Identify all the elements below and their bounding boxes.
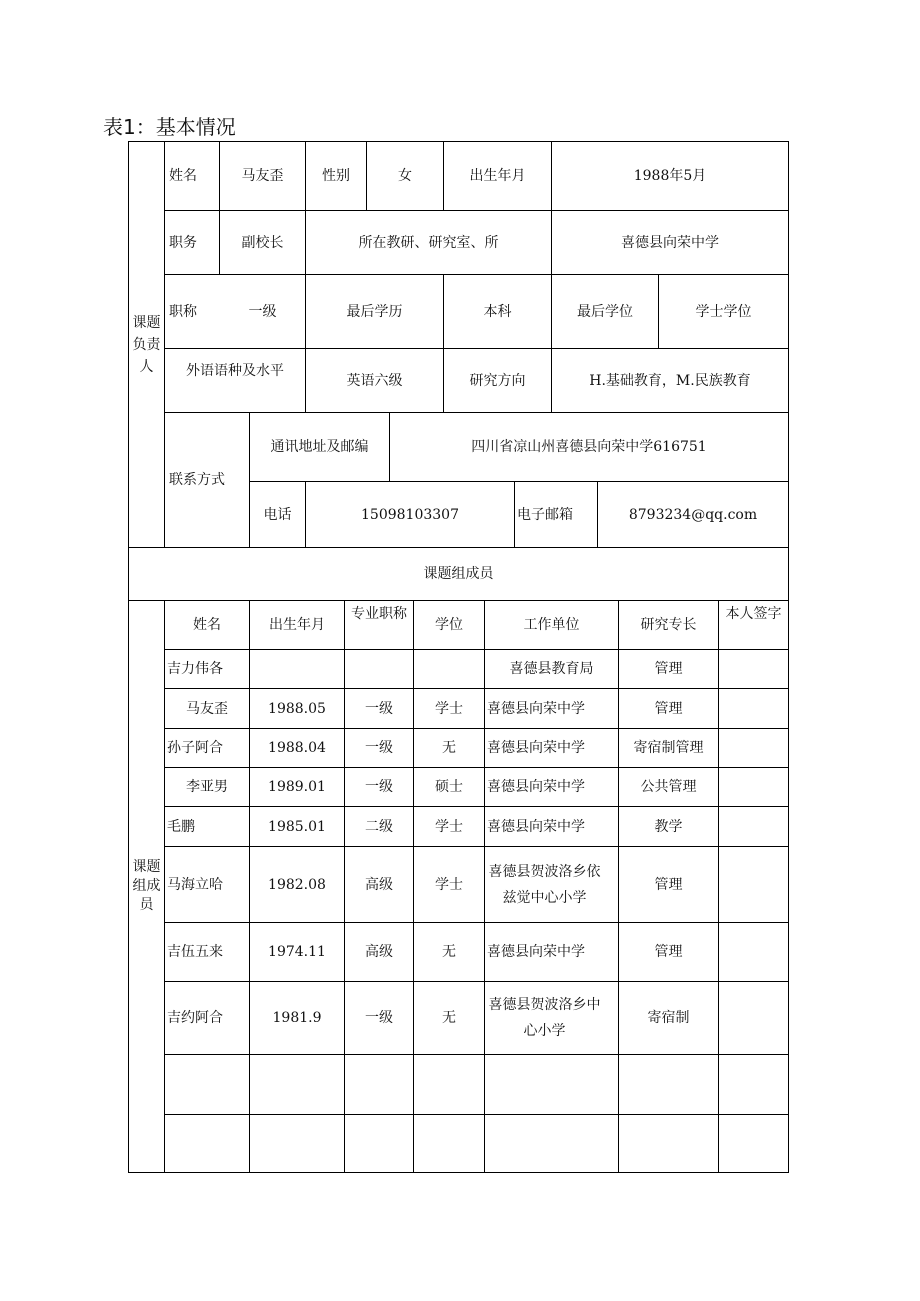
team-title-cell: 一级 — [365, 779, 393, 795]
team-signature-cell — [719, 807, 788, 846]
team-specialty-cell: 管理 — [654, 661, 683, 677]
team-title-cell: 一级 — [365, 700, 393, 717]
team-title-cell: 高级 — [365, 944, 393, 960]
team-birth-cell — [250, 1115, 344, 1172]
team-degree-cell: 学士 — [435, 700, 463, 717]
team-birth-cell: 1989.01 — [268, 779, 326, 795]
team-title-cell: 一级 — [365, 1010, 393, 1026]
education-label: 最后学历 — [346, 303, 403, 320]
team-side-label: 课题组成员 — [132, 858, 161, 913]
team-header-2: 专业职称 — [351, 606, 407, 622]
team-name-cell: 马友歪 — [186, 700, 228, 717]
team-degree-cell — [414, 1055, 484, 1114]
team-degree-cell: 无 — [442, 1010, 456, 1026]
team-degree-cell: 学士 — [435, 876, 463, 893]
table-rule — [164, 141, 165, 548]
team-unit-cell: 喜德县教育局 — [509, 661, 594, 677]
address-value: 四川省凉山州喜德县向荣中学616751 — [471, 439, 707, 455]
team-title-cell — [345, 1055, 413, 1114]
team-name-cell: 吉力伟各 — [167, 661, 223, 677]
table-rule — [788, 141, 789, 1173]
team-name-cell: 吉伍五来 — [167, 944, 223, 960]
team-degree-cell — [414, 1115, 484, 1172]
contact-label: 联系方式 — [169, 472, 225, 488]
team-name-cell: 毛鹏 — [167, 818, 195, 835]
name-label: 姓名 — [169, 168, 197, 184]
team-specialty-cell: 公共管理 — [640, 779, 697, 795]
phone-label: 电话 — [263, 506, 292, 523]
team-signature-cell — [719, 729, 788, 767]
birth-value: 1988年5月 — [633, 168, 707, 184]
team-unit-cell — [485, 1115, 620, 1172]
leader-section-label: 课题负责人 — [132, 315, 161, 375]
page-title: 表1：基本情况 — [103, 115, 236, 139]
team-unit-cell: 喜德县向荣中学 — [487, 740, 585, 756]
birth-label: 出生年月 — [469, 168, 526, 184]
email-value: 8793234@qq.com — [628, 506, 758, 523]
unit-label: 所在教研、研究室、所 — [358, 234, 499, 251]
team-unit-cell: 喜德县向荣中学 — [487, 700, 585, 717]
team-signature-cell — [719, 1055, 788, 1114]
gender-value: 女 — [398, 168, 412, 184]
team-degree-cell: 无 — [442, 740, 456, 756]
team-header-3: 学位 — [435, 617, 463, 633]
team-specialty-cell — [619, 1115, 718, 1172]
team-degree-cell: 硕士 — [435, 779, 463, 795]
gender-label: 性别 — [322, 168, 350, 184]
team-specialty-cell: 教学 — [654, 818, 683, 835]
team-signature-cell — [719, 982, 788, 1054]
team-birth-cell: 1981.9 — [272, 1010, 322, 1026]
language-label: 外语语种及水平 — [186, 363, 284, 379]
team-header-0: 姓名 — [193, 617, 221, 633]
position-value: 副校长 — [241, 234, 284, 251]
team-birth-cell: 1982.08 — [268, 876, 326, 893]
team-birth-cell: 1974.11 — [268, 944, 326, 960]
team-name-cell: 马海立哈 — [167, 876, 223, 893]
degree-label: 最后学位 — [577, 303, 633, 320]
title-value: 一级 — [248, 303, 277, 320]
team-specialty-cell — [619, 1055, 718, 1114]
team-name-cell — [165, 1115, 251, 1172]
team-birth-cell — [250, 1055, 344, 1114]
team-signature-cell — [719, 650, 788, 688]
team-name-cell: 吉约阿合 — [167, 1010, 223, 1026]
research-value: H.基础教育，M.民族教育 — [589, 372, 751, 389]
team-title-cell: 一级 — [365, 740, 393, 756]
team-degree-cell: 无 — [442, 944, 456, 960]
team-degree-cell: 学士 — [435, 818, 463, 835]
team-specialty-cell: 寄宿制 — [647, 1010, 690, 1026]
team-birth-cell — [250, 650, 344, 688]
team-unit-cell: 喜德县贺波洛乡依兹觉中心小学 — [488, 863, 601, 906]
team-header-5: 研究专长 — [640, 617, 697, 633]
team-specialty-cell: 管理 — [654, 944, 683, 960]
table-rule — [128, 141, 129, 1173]
team-signature-cell — [719, 923, 788, 981]
table-rule — [128, 1172, 789, 1173]
language-value: 英语六级 — [346, 372, 403, 389]
team-signature-cell — [719, 847, 788, 922]
team-unit-cell: 喜德县向荣中学 — [487, 779, 585, 795]
education-value: 本科 — [483, 303, 512, 320]
degree-value: 学士学位 — [695, 303, 752, 320]
team-name-cell — [165, 1055, 251, 1114]
team-specialty-cell: 管理 — [654, 700, 683, 717]
team-birth-cell: 1985.01 — [268, 818, 326, 835]
unit-value: 喜德县向荣中学 — [621, 234, 719, 251]
team-unit-cell: 喜德县向荣中学 — [487, 944, 585, 960]
team-birth-cell: 1988.04 — [268, 740, 326, 756]
name-value: 马友歪 — [241, 168, 284, 184]
title-label: 职称 — [169, 303, 197, 320]
position-label: 职务 — [169, 234, 197, 251]
team-birth-cell: 1988.05 — [268, 700, 326, 717]
team-specialty-cell: 寄宿制管理 — [633, 740, 704, 756]
team-header-1: 出生年月 — [269, 617, 325, 633]
team-title-cell: 二级 — [365, 818, 393, 835]
team-specialty-cell: 管理 — [654, 876, 683, 893]
team-title-cell: 高级 — [365, 876, 393, 893]
team-signature-cell — [719, 768, 788, 806]
team-unit-cell — [485, 1055, 620, 1114]
team-signature-cell — [719, 689, 788, 728]
research-label: 研究方向 — [469, 372, 526, 389]
team-unit-cell: 喜德县向荣中学 — [487, 818, 585, 835]
team-title-cell — [345, 1115, 413, 1172]
team-degree-cell — [414, 650, 484, 688]
team-banner: 课题组成员 — [423, 566, 494, 582]
team-unit-cell: 喜德县贺波洛乡中心小学 — [488, 997, 601, 1039]
team-signature-cell — [719, 1115, 788, 1172]
address-label: 通讯地址及邮编 — [270, 439, 369, 455]
team-header-6: 本人签字 — [725, 606, 782, 622]
team-header-4: 工作单位 — [523, 617, 580, 633]
phone-value: 15098103307 — [361, 506, 459, 523]
team-name-cell: 孙子阿合 — [167, 740, 223, 756]
team-name-cell: 李亚男 — [186, 779, 228, 795]
team-title-cell — [345, 650, 413, 688]
email-label: 电子邮箱 — [517, 506, 573, 523]
